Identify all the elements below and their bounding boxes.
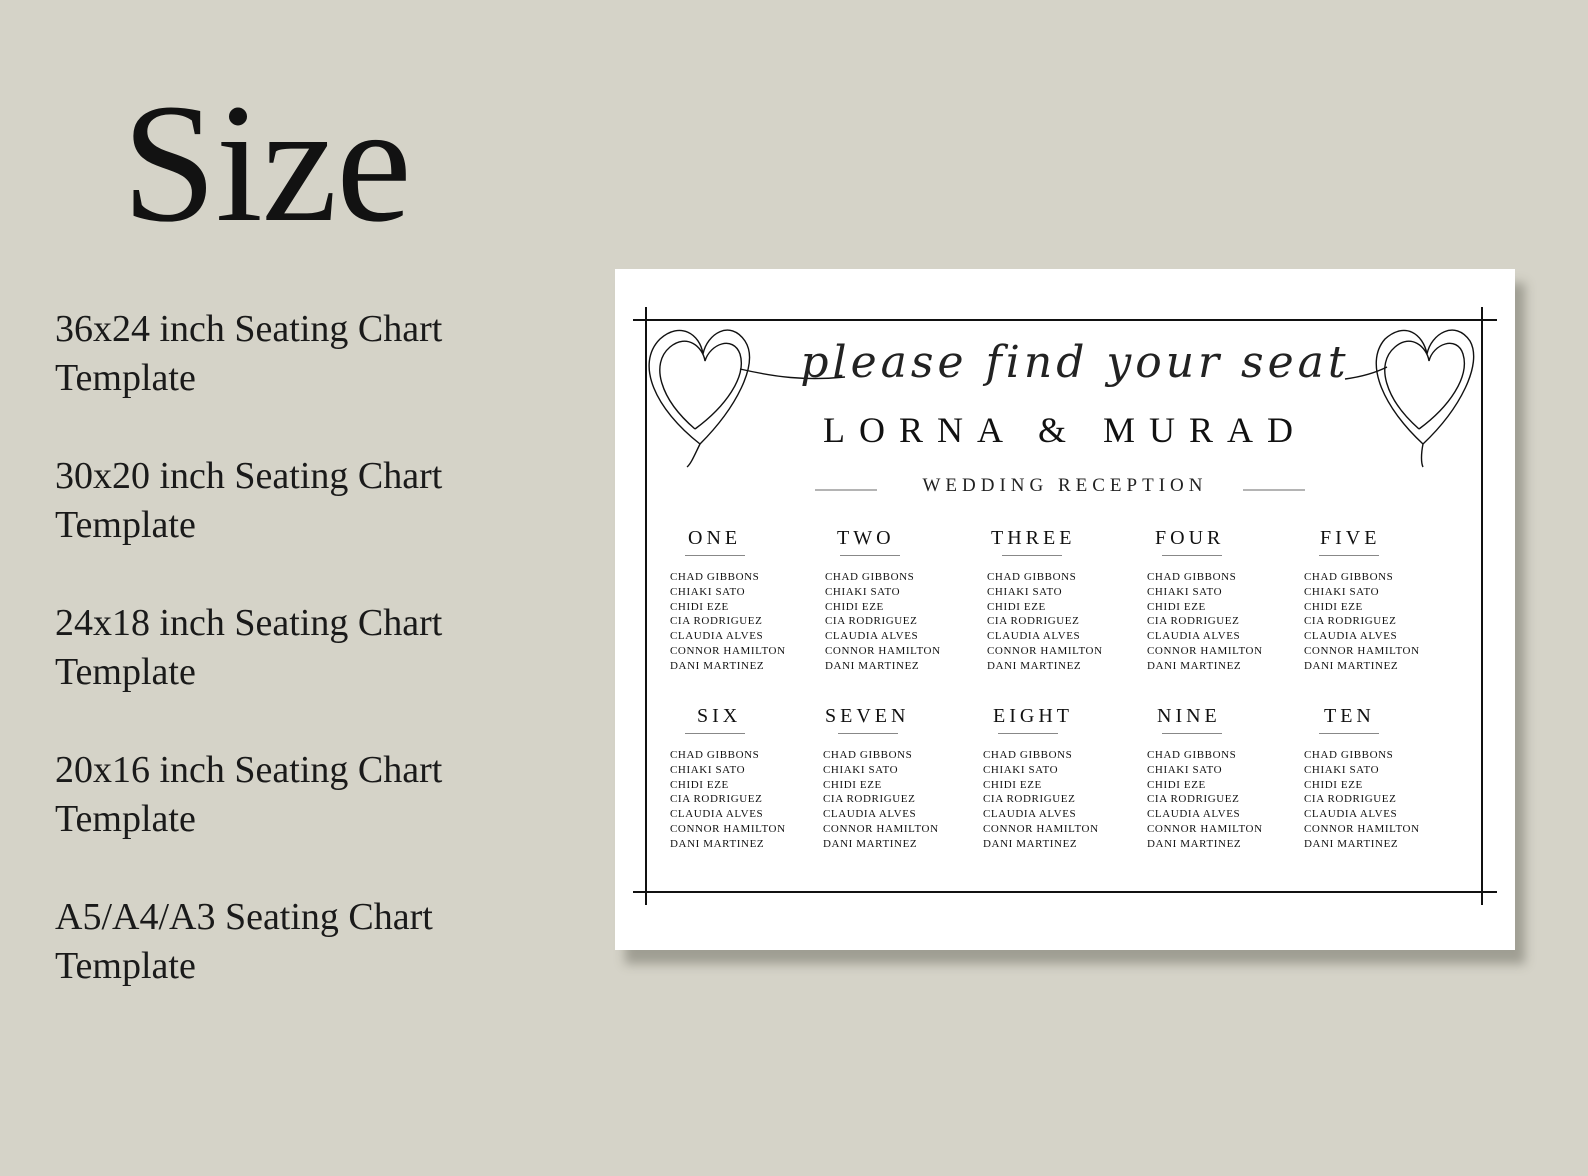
guest-name: CLAUDIA ALVES [825, 630, 919, 643]
table-name: THREE [991, 527, 1076, 549]
guest-name: CHAD GIBBONS [987, 571, 1077, 583]
guest-name: CHIAKI SATO [823, 763, 899, 776]
guest-name: CHIDI EZE [983, 778, 1042, 791]
table-card [1147, 527, 1307, 674]
page-title: Size [122, 69, 411, 257]
couple-names: LORNA & MURAD [822, 410, 1308, 450]
guest-name: CHIDI EZE [670, 778, 729, 791]
size-label-suffix: Template [55, 651, 196, 693]
table-rule [1162, 733, 1222, 734]
frame-line-top [633, 319, 1497, 321]
guest-name: DANI MARTINEZ [670, 659, 765, 672]
table-name: SEVEN [825, 705, 910, 727]
guest-list [1147, 748, 1307, 852]
table-rule [1319, 733, 1379, 734]
guest-name: CLAUDIA ALVES [1304, 630, 1398, 643]
table-name: SIX [697, 705, 742, 727]
guest-name: DANI MARTINEZ [1304, 659, 1399, 672]
guest-name: CLAUDIA ALVES [670, 808, 764, 821]
guest-list [670, 748, 830, 852]
guest-name: CHIDI EZE [987, 600, 1046, 613]
size-label-suffix: Template [55, 945, 196, 987]
script-heading: please find your seat [800, 337, 1350, 388]
guest-name: CHAD GIBBONS [823, 749, 913, 761]
size-label-suffix: Template [55, 798, 196, 840]
guest-name: CHIDI EZE [1304, 778, 1363, 791]
guest-list [987, 570, 1147, 674]
guest-name: CHIAKI SATO [1147, 763, 1223, 776]
guest-name: CLAUDIA ALVES [1147, 808, 1241, 821]
table-rule [840, 555, 900, 556]
table-name: FOUR [1155, 527, 1225, 549]
guest-name: CIA RODRIGUEZ [1304, 793, 1397, 806]
size-label-suffix: Template [55, 504, 196, 546]
table-name: TEN [1324, 705, 1375, 727]
guest-name: CHIDI EZE [1304, 600, 1363, 613]
guest-name: CHAD GIBBONS [983, 749, 1073, 761]
guest-name: CIA RODRIGUEZ [670, 615, 763, 628]
table-card [1304, 527, 1464, 674]
guest-name: CIA RODRIGUEZ [823, 793, 916, 806]
guest-name: CHAD GIBBONS [825, 571, 915, 583]
guest-name: DANI MARTINEZ [983, 837, 1078, 850]
guest-list [670, 570, 830, 674]
guest-name: CIA RODRIGUEZ [983, 793, 1076, 806]
guest-name: CIA RODRIGUEZ [670, 793, 763, 806]
guest-name: CLAUDIA ALVES [987, 630, 1081, 643]
guest-name: CONNOR HAMILTON [1304, 644, 1420, 657]
guest-name: CLAUDIA ALVES [670, 630, 764, 643]
table-name: NINE [1157, 705, 1221, 727]
frame-line-left [645, 307, 647, 905]
guest-name: CHAD GIBBONS [1304, 749, 1394, 761]
event-subtitle: WEDDING RECEPTION [922, 475, 1208, 496]
guest-name: CONNOR HAMILTON [825, 644, 941, 657]
guest-list [823, 748, 983, 852]
table-card [1147, 705, 1307, 852]
guest-name: CHAD GIBBONS [1147, 571, 1237, 583]
table-rule [685, 555, 745, 556]
guest-name: CONNOR HAMILTON [1304, 822, 1420, 835]
size-item [55, 305, 575, 403]
table-card [670, 705, 830, 852]
table-rule [998, 733, 1058, 734]
size-label: 20x16 inch Seating Chart [55, 749, 443, 791]
guest-name: DANI MARTINEZ [670, 837, 765, 850]
size-label: 24x18 inch Seating Chart [55, 602, 443, 644]
guest-name: CLAUDIA ALVES [823, 808, 917, 821]
guest-name: CHIAKI SATO [670, 763, 746, 776]
guest-name: CHIAKI SATO [1304, 763, 1380, 776]
table-rule [1319, 555, 1379, 556]
guest-name: CHAD GIBBONS [670, 749, 760, 761]
guest-list [825, 570, 985, 674]
guest-name: CHAD GIBBONS [670, 571, 760, 583]
size-item [55, 452, 575, 550]
frame-line-bottom [633, 891, 1497, 893]
guest-name: CONNOR HAMILTON [987, 644, 1103, 657]
guest-name: DANI MARTINEZ [1304, 837, 1399, 850]
table-card [670, 527, 830, 674]
guest-name: CONNOR HAMILTON [1147, 644, 1263, 657]
frame-line-right [1481, 307, 1483, 905]
guest-name: CIA RODRIGUEZ [1304, 615, 1397, 628]
size-label: 30x20 inch Seating Chart [55, 455, 443, 497]
guest-name: CLAUDIA ALVES [1147, 630, 1241, 643]
size-label: 36x24 inch Seating Chart [55, 308, 443, 350]
guest-name: CIA RODRIGUEZ [1147, 793, 1240, 806]
size-item [55, 599, 575, 697]
guest-name: CIA RODRIGUEZ [987, 615, 1080, 628]
guest-name: CHIDI EZE [1147, 600, 1206, 613]
guest-name: CIA RODRIGUEZ [825, 615, 918, 628]
guest-name: DANI MARTINEZ [825, 659, 920, 672]
guest-list [1304, 748, 1464, 852]
table-card [823, 705, 983, 852]
size-item [55, 893, 575, 991]
guest-name: CONNOR HAMILTON [823, 822, 939, 835]
seating-chart-preview [615, 269, 1515, 950]
guest-name: DANI MARTINEZ [1147, 837, 1242, 850]
size-list [55, 305, 575, 1040]
guest-name: CHIAKI SATO [1304, 585, 1380, 598]
guest-name: CHIAKI SATO [1147, 585, 1223, 598]
table-rule [1002, 555, 1062, 556]
guest-name: DANI MARTINEZ [1147, 659, 1242, 672]
table-rule [685, 733, 745, 734]
table-name: TWO [837, 527, 895, 549]
table-rule [1162, 555, 1222, 556]
guest-name: CHIAKI SATO [987, 585, 1063, 598]
guest-name: CHIAKI SATO [983, 763, 1059, 776]
guest-name: CHIDI EZE [825, 600, 884, 613]
guest-name: CIA RODRIGUEZ [1147, 615, 1240, 628]
guest-list [983, 748, 1143, 852]
guest-name: CHAD GIBBONS [1147, 749, 1237, 761]
table-card [987, 527, 1147, 674]
guest-name: CHIDI EZE [823, 778, 882, 791]
guest-name: CHIDI EZE [670, 600, 729, 613]
table-card [825, 527, 985, 674]
guest-name: CONNOR HAMILTON [983, 822, 1099, 835]
guest-list [1304, 570, 1464, 674]
size-label-suffix: Template [55, 357, 196, 399]
guest-name: CHIDI EZE [1147, 778, 1206, 791]
guest-name: CHIAKI SATO [825, 585, 901, 598]
guest-name: DANI MARTINEZ [823, 837, 918, 850]
guest-name: CONNOR HAMILTON [670, 822, 786, 835]
guest-name: CONNOR HAMILTON [670, 644, 786, 657]
guest-name: CHAD GIBBONS [1304, 571, 1394, 583]
table-name: ONE [688, 527, 742, 549]
size-label: A5/A4/A3 Seating Chart [55, 896, 433, 938]
table-rule [838, 733, 898, 734]
guest-name: CHIAKI SATO [670, 585, 746, 598]
guest-name: CONNOR HAMILTON [1147, 822, 1263, 835]
size-item [55, 746, 575, 844]
table-card [1304, 705, 1464, 852]
table-name: FIVE [1320, 527, 1381, 549]
guest-list [1147, 570, 1307, 674]
guest-name: CLAUDIA ALVES [983, 808, 1077, 821]
guest-name: CLAUDIA ALVES [1304, 808, 1398, 821]
guest-name: DANI MARTINEZ [987, 659, 1082, 672]
table-card [983, 705, 1143, 852]
table-name: EIGHT [993, 705, 1073, 727]
